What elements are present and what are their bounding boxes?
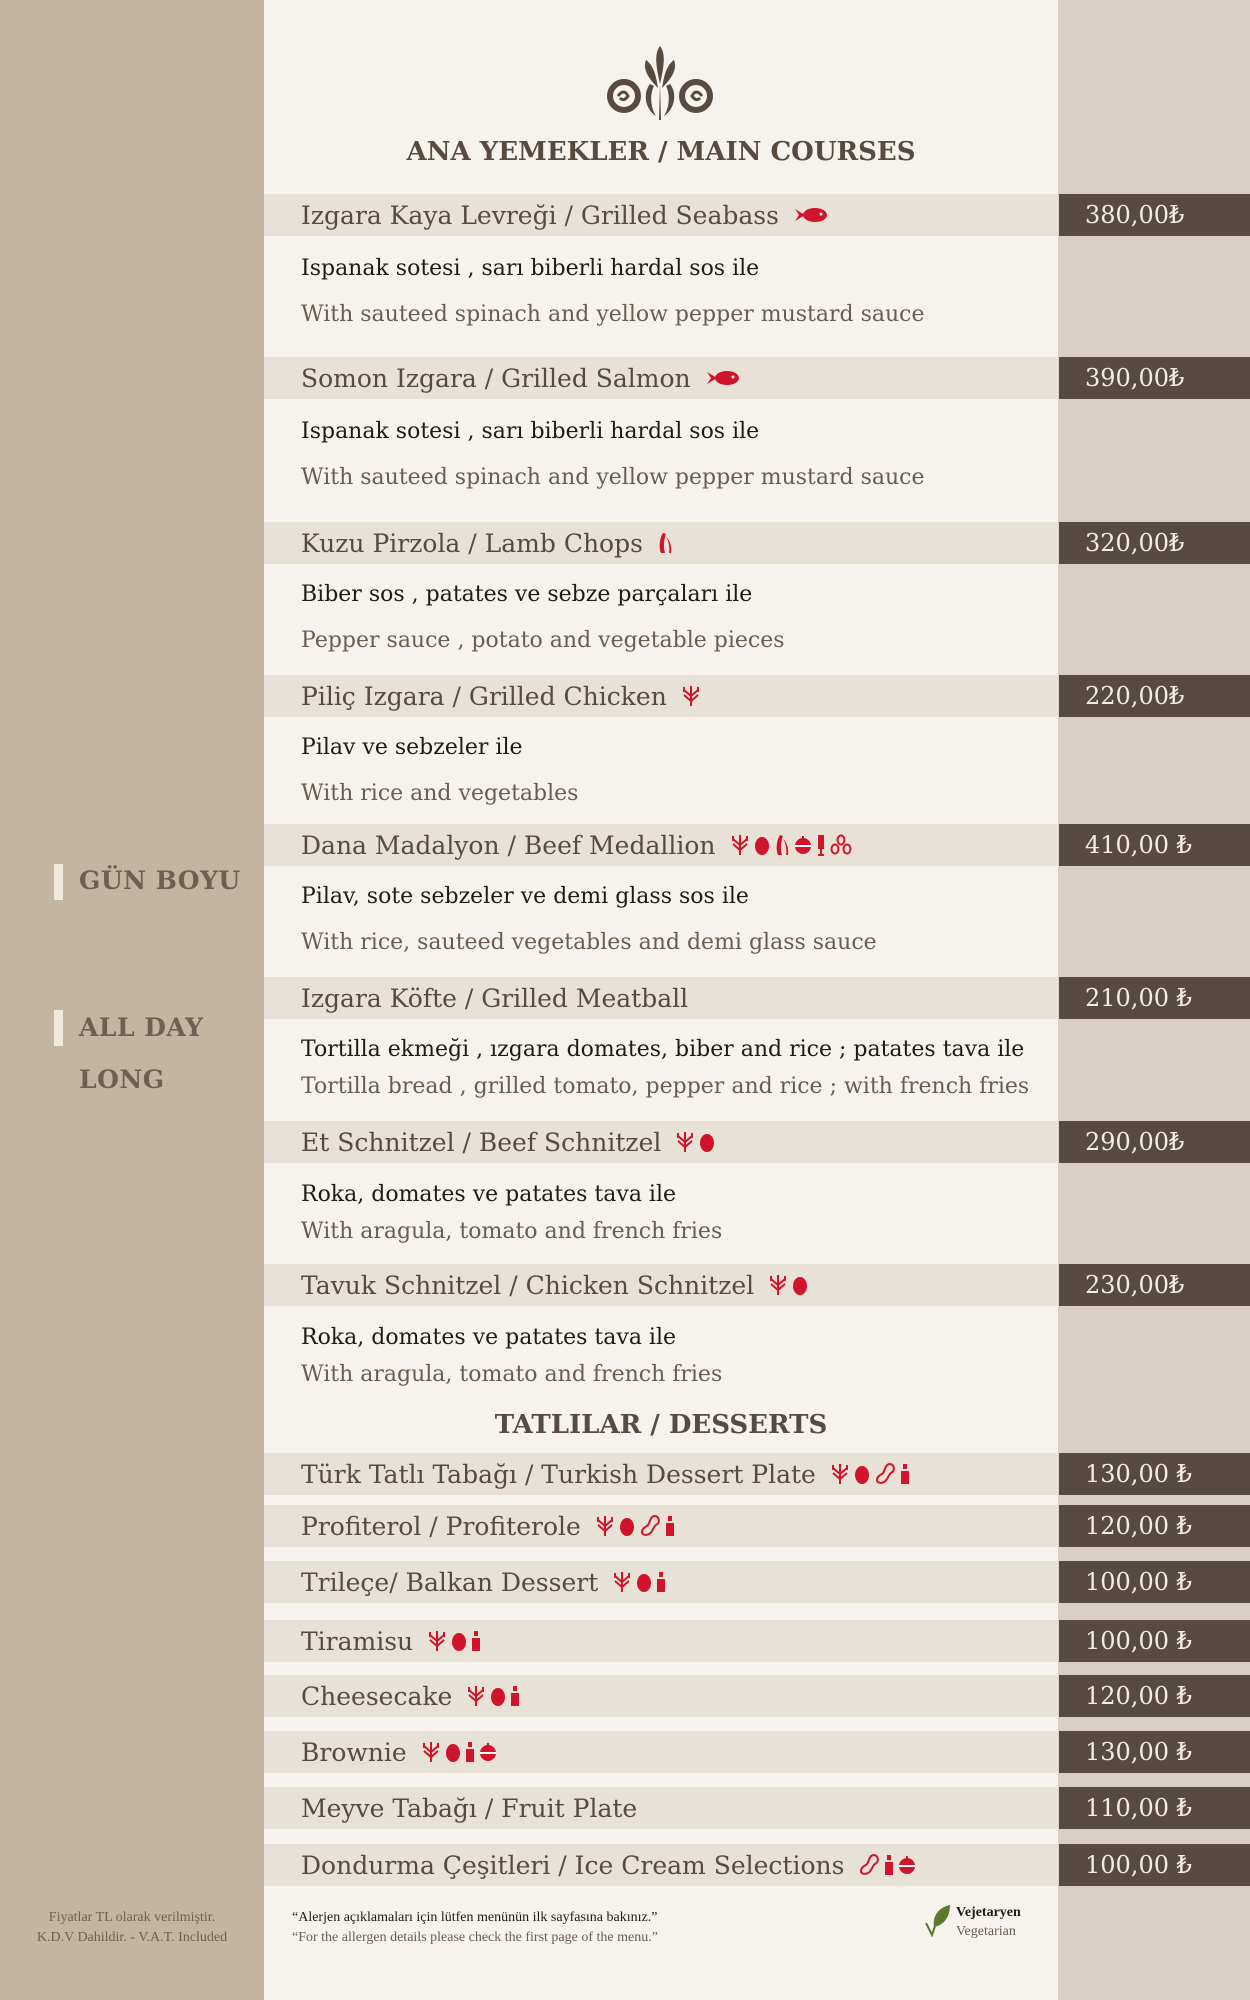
dessert-title: Meyve Tabağı / Fruit Plate	[301, 1793, 638, 1823]
menu-item-price: 220,00₺	[1059, 675, 1250, 717]
milk-allergen-icon	[900, 1463, 910, 1485]
menu-item-title: Et Schnitzel / Beef Schnitzel	[301, 1127, 662, 1157]
dessert-price: 110,00 ₺	[1059, 1787, 1250, 1829]
dessert-title: Dondurma Çeşitleri / Ice Cream Selections	[301, 1850, 845, 1880]
menu-item-name	[301, 981, 702, 1015]
dessert-price: 100,00 ₺	[1059, 1620, 1250, 1662]
egg-allergen-icon	[754, 834, 770, 856]
mustard-allergen-icon	[898, 1855, 916, 1875]
menu-item-description-tr: Tortilla ekmeği , ızgara domates, biber and rice ; patates tava ile	[301, 1037, 1025, 1062]
price-note-vat: K.D.V Dahildir. - V.A.T. Included	[36, 1930, 228, 1945]
menu-item-price: 230,00₺	[1059, 1264, 1250, 1306]
allergen-note-en: “For the allergen details please check the first page of the menu.”	[292, 1930, 658, 1945]
dessert-price: 130,00 ₺	[1059, 1731, 1250, 1773]
vegetarian-label-tr: Vejetaryen	[956, 1905, 1021, 1920]
menu-item-name	[301, 1125, 715, 1159]
mustard-allergen-icon	[479, 1742, 497, 1762]
allergen-note-tr: “Alerjen açıklamaları için lütfen menünün ilk sayfasına bakınız.”	[292, 1910, 658, 1925]
egg-allergen-icon	[490, 1685, 506, 1707]
vegetarian-leaf-icon	[922, 1903, 952, 1937]
wheat-allergen-icon	[730, 833, 750, 857]
desserts-heading: TATLILAR / DESSERTS	[494, 1410, 828, 1440]
menu-item-title: Piliç Izgara / Grilled Chicken	[301, 681, 667, 711]
dessert-name	[301, 1624, 481, 1658]
menu-item-description-tr: Biber sos , patates ve sebze parçaları ile	[301, 582, 753, 607]
dessert-name	[301, 1791, 651, 1825]
menu-item-description-tr: Ispanak sotesi , sarı biberli hardal sos ile	[301, 256, 760, 281]
peanut-allergen-icon	[858, 1853, 880, 1877]
ornament-logo	[602, 44, 718, 122]
vegetarian-label-en: Vegetarian	[956, 1924, 1016, 1939]
dessert-price: 120,00 ₺	[1059, 1675, 1250, 1717]
dessert-price: 120,00 ₺	[1059, 1505, 1250, 1547]
wheat-allergen-icon	[612, 1570, 632, 1594]
wheat-allergen-icon	[427, 1629, 447, 1653]
milk-allergen-icon	[471, 1630, 481, 1652]
dessert-title: Profiterol / Profiterole	[301, 1511, 581, 1541]
menu-item-description-en: With aragula, tomato and french fries	[301, 1219, 723, 1244]
dessert-title: Trileçe/ Balkan Dessert	[301, 1567, 599, 1597]
egg-allergen-icon	[445, 1741, 461, 1763]
dessert-name	[301, 1848, 916, 1882]
egg-allergen-icon	[699, 1131, 715, 1153]
menu-item-price: 390,00₺	[1059, 357, 1250, 399]
menu-item-description-tr: Roka, domates ve patates tava ile	[301, 1182, 677, 1207]
main-courses-heading: ANA YEMEKLER / MAIN COURSES	[406, 137, 916, 167]
peanut-allergen-icon	[639, 1514, 661, 1538]
milk-allergen-icon	[656, 1571, 666, 1593]
dessert-title: Cheesecake	[301, 1681, 453, 1711]
menu-item-title: Tavuk Schnitzel / Chicken Schnitzel	[301, 1270, 755, 1300]
menu-item-name	[301, 1268, 808, 1302]
dessert-price: 100,00 ₺	[1059, 1561, 1250, 1603]
side-marker	[54, 1010, 63, 1046]
left-panel	[0, 0, 264, 2000]
menu-item-title: Kuzu Pirzola / Lamb Chops	[301, 528, 643, 558]
wheat-allergen-icon	[421, 1740, 441, 1764]
menu-item-description-en: With rice, sauteed vegetables and demi glass sauce	[301, 930, 877, 955]
menu-item-description-en: With aragula, tomato and french fries	[301, 1362, 723, 1387]
dessert-title: Tiramisu	[301, 1626, 414, 1656]
milk-allergen-icon	[465, 1741, 475, 1763]
egg-allergen-icon	[636, 1571, 652, 1593]
nuts-allergen-icon	[830, 834, 852, 856]
menu-item-name	[301, 198, 829, 232]
egg-allergen-icon	[854, 1463, 870, 1485]
milk-allergen-icon	[665, 1515, 675, 1537]
menu-item-price: 290,00₺	[1059, 1121, 1250, 1163]
soy-allergen-icon	[816, 833, 826, 857]
menu-item-description-en: With sauteed spinach and yellow pepper mustard sauce	[301, 302, 925, 327]
menu-item-description-tr: Pilav, sote sebzeler ve demi glass sos ile	[301, 884, 749, 909]
dessert-name	[301, 1735, 497, 1769]
menu-item-price: 410,00 ₺	[1059, 824, 1250, 866]
dessert-name	[301, 1457, 910, 1491]
menu-item-name	[301, 679, 701, 713]
menu-item-title: Izgara Kaya Levreği / Grilled Seabass	[301, 200, 779, 230]
menu-item-description-tr: Ispanak sotesi , sarı biberli hardal sos ile	[301, 419, 760, 444]
menu-item-price: 210,00 ₺	[1059, 977, 1250, 1019]
wheat-allergen-icon	[830, 1462, 850, 1486]
wheat-allergen-icon	[466, 1684, 486, 1708]
egg-allergen-icon	[792, 1274, 808, 1296]
fish-allergen-icon	[793, 205, 829, 225]
dessert-price: 130,00 ₺	[1059, 1453, 1250, 1495]
menu-item-description-en: With rice and vegetables	[301, 781, 579, 806]
menu-item-description-tr: Roka, domates ve patates tava ile	[301, 1325, 677, 1350]
milk-allergen-icon	[510, 1685, 520, 1707]
menu-item-description-tr: Pilav ve sebzeler ile	[301, 735, 523, 760]
side-marker	[54, 864, 63, 900]
menu-item-title: Somon Izgara / Grilled Salmon	[301, 363, 691, 393]
wheat-allergen-icon	[595, 1514, 615, 1538]
menu-item-title: Izgara Köfte / Grilled Meatball	[301, 983, 689, 1013]
dessert-title: Brownie	[301, 1737, 407, 1767]
mustard-allergen-icon	[794, 835, 812, 855]
menu-item-price: 380,00₺	[1059, 194, 1250, 236]
wheat-allergen-icon	[681, 684, 701, 708]
dessert-name	[301, 1565, 666, 1599]
menu-item-description-en: Pepper sauce , potato and vegetable pieces	[301, 628, 785, 653]
menu-item-name	[301, 828, 852, 862]
wheat-allergen-icon	[675, 1130, 695, 1154]
milk-allergen-icon	[884, 1854, 894, 1876]
price-note-tr: Fiyatlar TL olarak verilmiştir.	[48, 1910, 216, 1925]
dessert-name	[301, 1679, 520, 1713]
peanut-allergen-icon	[874, 1462, 896, 1486]
egg-allergen-icon	[451, 1630, 467, 1652]
menu-item-name	[301, 361, 741, 395]
celery-allergen-icon	[657, 531, 673, 555]
dessert-name	[301, 1509, 675, 1543]
side-label-en-2: LONG	[79, 1065, 165, 1094]
dessert-price: 100,00 ₺	[1059, 1844, 1250, 1886]
vegetarian-legend	[922, 1903, 1021, 1941]
wheat-allergen-icon	[768, 1273, 788, 1297]
fish-allergen-icon	[705, 368, 741, 388]
egg-allergen-icon	[619, 1515, 635, 1537]
menu-item-price: 320,00₺	[1059, 522, 1250, 564]
menu-item-description-en: With sauteed spinach and yellow pepper mustard sauce	[301, 465, 925, 490]
menu-item-title: Dana Madalyon / Beef Medallion	[301, 830, 716, 860]
side-label-en: ALL DAY	[79, 1013, 204, 1042]
menu-item-name	[301, 526, 673, 560]
celery-allergen-icon	[774, 833, 790, 857]
dessert-title: Türk Tatlı Tabağı / Turkish Dessert Plate	[301, 1459, 816, 1489]
menu-item-description-en: Tortilla bread , grilled tomato, pepper and rice ; with french fries	[301, 1074, 1030, 1099]
side-label-tr: GÜN BOYU	[79, 866, 241, 895]
